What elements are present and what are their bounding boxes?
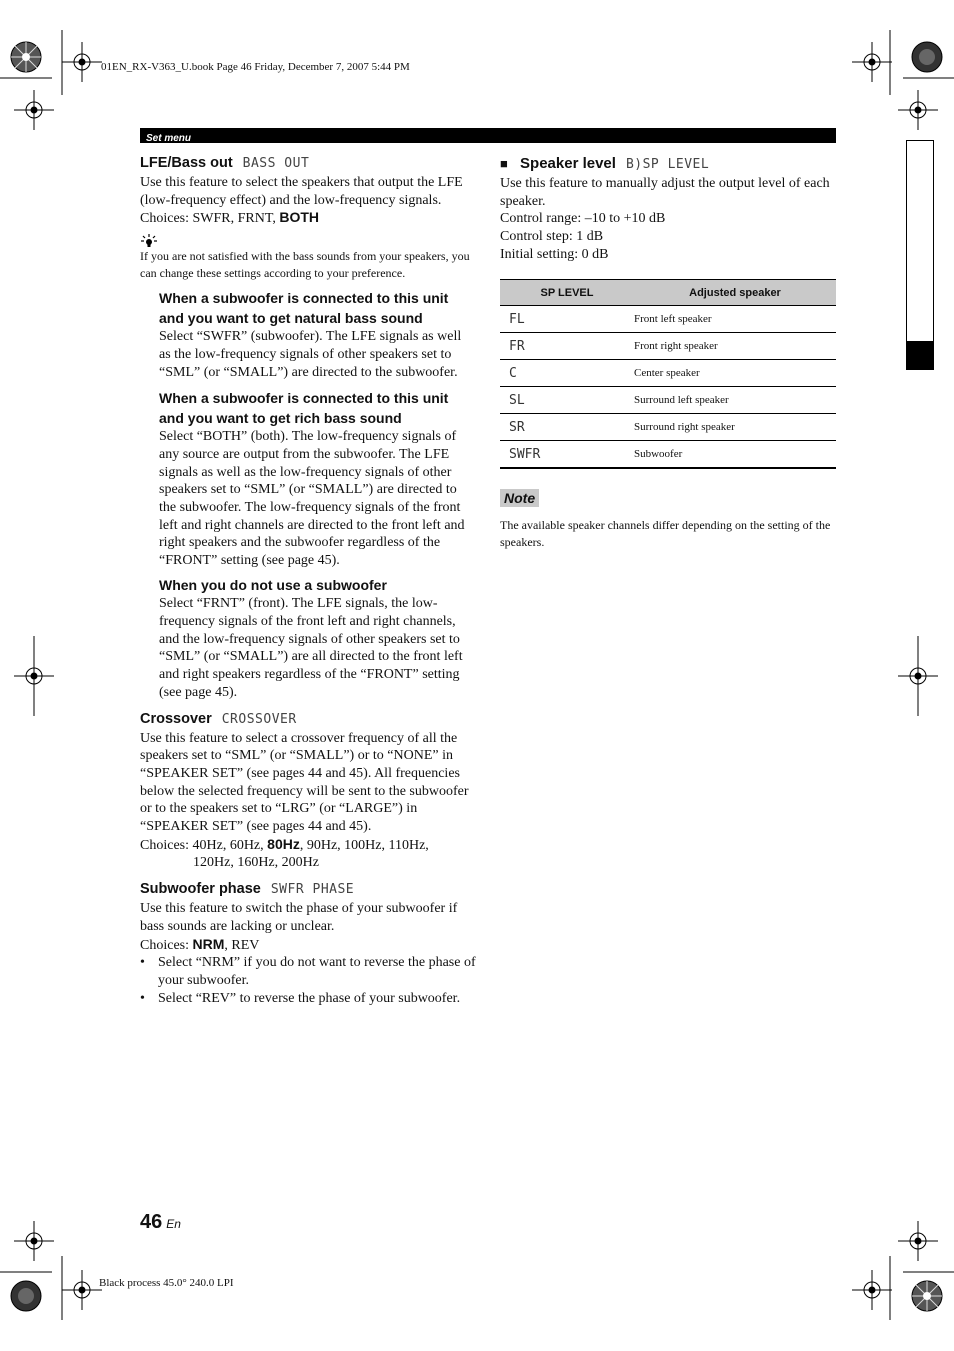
list-item: • Select “NRM” if you do not want to reverse the phase of your subwoofer. — [158, 954, 476, 989]
lfe-case2-heading: When a subwoofer is connected to this unit and you want to get rich bass sound — [159, 390, 449, 426]
color-wheel-top-right-icon — [910, 40, 944, 74]
lfe-case2-text: Select “BOTH” (both). The low-frequency signals of any source are output from the subwoofer. The LFE signals as well as the low-frequency signals of other speakers set to “SML” (or “SMALL”) are directed to the subwoofer. The low-frequency signals of the front left and right channels are directed to the front left and right speakers and the subwoofer regardless of the “FRONT” setting (see page 45). — [159, 429, 465, 569]
lfe-choices — [140, 209, 476, 228]
crosshair-icon — [14, 636, 54, 716]
crosshair-icon — [898, 1221, 938, 1261]
phase-lcd-label: SWFR PHASE — [270, 882, 355, 898]
crossover-heading — [140, 710, 476, 729]
print-header: 01EN_RX-V363_U.book Page 46 Friday, December 7, 2007 5:44 PM — [101, 61, 410, 73]
crossover-choices-default: 80Hz — [267, 835, 300, 852]
lfe-lcd-label: BASS OUT — [242, 156, 310, 171]
phase-choices-default: NRM — [192, 935, 225, 952]
lfe-case3-text: Select “FRNT” (front). The LFE signals, the low-frequency signals of the front left and right channels, and the low-frequency signals of other speakers set to “SML” (or “SMALL”) are all directed to the front left and right speakers regardless of the “FRONT” setting (see page 45). — [159, 596, 463, 700]
crossover-lcd-label: CROSSOVER — [221, 711, 297, 727]
page-number: 46 — [140, 1211, 163, 1233]
table-cell-code: SL — [500, 387, 634, 414]
side-tab — [906, 140, 934, 370]
page-number-block — [140, 1211, 181, 1234]
control-range: Control range: –10 to +10 dB — [500, 211, 666, 227]
lfe-heading — [140, 154, 476, 173]
phase-choices-prefix: Choices: — [140, 937, 193, 953]
crossover-title: Crossover — [140, 710, 212, 727]
phase-choices — [140, 936, 476, 955]
lfe-tip: If you are not satisfied with the bass sounds from your speakers, you can change these settings according to your preference. — [140, 249, 470, 280]
speaker-level-lcd-label: B)SP LEVEL — [625, 157, 710, 172]
lfe-choices-default: BOTH — [279, 209, 320, 226]
table-row — [500, 333, 836, 360]
phase-description: Use this feature to switch the phase of your subwoofer if bass sounds are lacking or unclear. — [140, 901, 458, 934]
table-cell-speaker: Subwoofer — [634, 441, 836, 469]
right-column — [500, 154, 836, 264]
crosshair-icon — [14, 1221, 54, 1261]
table-cell-speaker: Front right speaker — [634, 333, 836, 360]
page-language: En — [166, 1217, 181, 1231]
note-label: Note — [500, 489, 539, 507]
table-cell-code: C — [500, 360, 634, 387]
table-row — [500, 441, 836, 469]
list-item: • Select “REV” to reverse the phase of your subwoofer. — [158, 990, 476, 1008]
table-cell-speaker: Front left speaker — [634, 306, 836, 333]
phase-title: Subwoofer phase — [140, 881, 261, 898]
crosshair-icon — [898, 636, 938, 716]
speaker-level-table — [500, 279, 836, 469]
crosshair-icon — [852, 1270, 892, 1310]
left-column — [140, 154, 476, 1007]
table-header: Adjusted speaker — [634, 280, 836, 306]
phase-bullet-list — [140, 954, 476, 1007]
lfe-title: LFE/Bass out — [140, 155, 233, 171]
crosshair-icon — [852, 42, 892, 82]
speaker-level-heading — [500, 154, 836, 174]
speaker-level-description: Use this feature to manually adjust the output level of each speaker. — [500, 176, 830, 209]
table-cell-speaker: Surround left speaker — [634, 387, 836, 414]
table-cell-code: FR — [500, 333, 634, 360]
table-cell-speaker: Center speaker — [634, 360, 836, 387]
color-wheel-top-left-icon — [9, 40, 43, 74]
lfe-case1-text: Select “SWFR” (subwoofer). The LFE signals as well as the low-frequency signals of other speakers set to “SML” (or “SMALL”) are directed to the subwoofer. — [159, 329, 462, 380]
section-marker: ■ — [500, 156, 508, 171]
table-header: SP LEVEL — [500, 280, 634, 306]
crossover-choices — [140, 836, 476, 855]
tip-icon — [140, 233, 158, 247]
crosshair-icon — [62, 42, 102, 82]
phase-heading — [140, 880, 476, 899]
lfe-choices-label: Choices: SWFR, FRNT, — [140, 211, 280, 227]
color-wheel-bottom-left-icon — [9, 1279, 43, 1313]
table-row — [500, 414, 836, 441]
table-cell-speaker: Surround right speaker — [634, 414, 836, 441]
crossover-choices-line2: 120Hz, 160Hz, 200Hz — [193, 855, 319, 871]
initial-setting: Initial setting: 0 dB — [500, 246, 609, 262]
crosshair-icon — [62, 1270, 102, 1310]
section-bar-label: Set menu — [146, 133, 192, 144]
crossover-choices-prefix: Choices: 40Hz, 60Hz, — [140, 837, 268, 853]
lfe-case1-heading: When a subwoofer is connected to this unit and you want to get natural bass sound — [159, 290, 449, 326]
crossover-choices-suffix: , 90Hz, 100Hz, 110Hz, — [299, 837, 429, 853]
color-wheel-bottom-right-icon — [910, 1279, 944, 1313]
lfe-description: Use this feature to select the speakers that output the LFE (low-frequency effect) and the low-frequency signals. — [140, 175, 463, 208]
table-cell-code: FL — [500, 306, 634, 333]
lfe-case3-heading: When you do not use a subwoofer — [159, 576, 387, 593]
table-cell-code: SR — [500, 414, 634, 441]
control-step: Control step: 1 dB — [500, 229, 604, 245]
side-tab-marker — [906, 341, 934, 370]
speaker-level-title: Speaker level — [520, 155, 616, 172]
table-row — [500, 360, 836, 387]
table-row — [500, 387, 836, 414]
print-footer: Black process 45.0° 240.0 LPI — [99, 1277, 234, 1289]
table-row — [500, 306, 836, 333]
section-bar — [140, 128, 836, 143]
phase-choices-suffix: , REV — [224, 937, 260, 953]
table-header-row — [500, 280, 836, 306]
crosshair-icon — [898, 90, 938, 130]
note-text: The available speaker channels differ depending on the setting of the speakers. — [500, 518, 831, 549]
crossover-description: Use this feature to select a crossover frequency of all the speakers set to “SML” (or “SMALL”) or to “NONE” in “SPEAKER SET” (see pages 44 and 45). All frequencies below the selected frequency will be sent to the subwoofer or to the speakers set to “LRG” (or “LARGE”) in “SPEAKER SET” (see pages 44 and 45). — [140, 730, 469, 835]
table-cell-code: SWFR — [500, 441, 634, 469]
crosshair-icon — [14, 90, 54, 130]
